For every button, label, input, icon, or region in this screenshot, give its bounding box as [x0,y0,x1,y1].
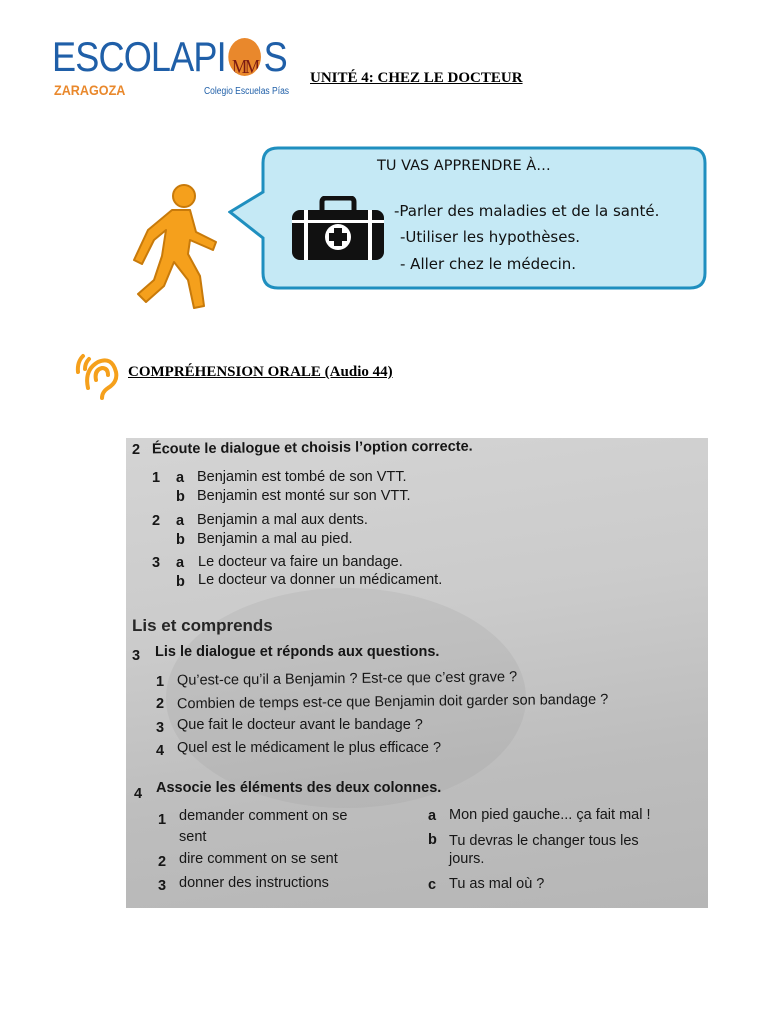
column-item-letter: b [428,832,437,848]
question-number: 4 [156,743,165,759]
column-item-letter: c [428,877,437,893]
logo-seal-letters: MM [231,56,258,76]
column-item-number: 2 [158,854,167,870]
question-text: Combien de temps est-ce que Benjamin doit garder son bandage ? [176,691,609,713]
question-text: Que fait le docteur avant le bandage ? [177,717,423,733]
option-text: Benjamin a mal aux dents. [197,512,368,528]
logo-text-left: ESCOLAPI [52,33,226,80]
column-item-text: donner des instructions [179,875,329,891]
exercise3-number: 3 [132,648,141,664]
section-title: COMPRÉHENSION ORALE (Audio 44) [128,364,393,380]
question-text: Quel est le médicament le plus efficace ? [177,740,442,756]
goal-item: -Parler des maladies et de la santé. [394,202,660,220]
option-letter: a [176,470,185,486]
exercise2-instruction: Écoute le dialogue et choisis l’option correcte. [151,438,473,458]
option-letter: b [176,532,185,548]
ear-icon [74,350,120,402]
column-item-letter: a [428,808,437,824]
column-item-text: Tu devras le changer tous les [449,833,639,849]
exercise3-instruction: Lis le dialogue et réponds aux questions. [155,644,440,660]
option-text: Le docteur va donner un médicament. [198,572,443,588]
option-text: Benjamin a mal au pied. [197,531,353,547]
column-item-number: 1 [158,812,167,828]
logo-text-right: S [263,33,287,80]
option-letter: a [176,555,185,571]
column-item-text: sent [179,829,207,845]
exercise4-number: 4 [134,786,143,802]
question-number: 2 [156,696,165,712]
goals-title: TU VAS APPRENDRE À… [377,158,551,174]
option-letter: a [176,513,185,529]
exercise2-item-number: 3 [152,555,161,571]
goal-item: - Aller chez le médecin. [400,255,577,273]
column-item-text: Mon pied gauche... ça fait mal ! [449,807,651,823]
walking-person-icon [128,180,220,312]
exercise2-item-number: 1 [152,470,161,486]
logo-seal-icon [228,38,261,76]
school-logo [52,33,290,100]
column-item-text: Tu as mal où ? [449,876,545,892]
question-number: 3 [156,720,165,736]
column-item-text: jours. [449,851,485,867]
goal-item: -Utiliser les hypothèses. [400,228,581,246]
option-text: Benjamin est monté sur son VTT. [197,488,411,504]
column-item-text: demander comment on se [179,808,348,824]
exercise2-item-number: 2 [152,513,161,529]
logo-wordmark [52,34,287,80]
logo-college: Colegio Escuelas Pías [204,86,290,97]
unit-title: UNITÉ 4: CHEZ LE DOCTEUR [310,70,523,86]
column-item-number: 3 [158,878,167,894]
medical-bag-icon [290,196,386,262]
question-text: Qu’est-ce qu’il a Benjamin ? Est-ce que c’est grave ? [176,669,518,689]
option-letter: b [176,489,185,505]
question-number: 1 [156,674,165,690]
exercise2-number: 2 [132,442,141,458]
option-text: Benjamin est tombé de son VTT. [197,469,407,485]
option-text: Le docteur va faire un bandage. [198,554,403,570]
exercise4-instruction: Associe les éléments des deux colonnes. [156,780,442,796]
column-item-text: dire comment on se sent [179,851,338,867]
lis-heading: Lis et comprends [132,616,273,635]
option-letter: b [176,574,185,590]
logo-city: ZARAGOZA [54,82,126,98]
exercise-scan [126,438,708,908]
